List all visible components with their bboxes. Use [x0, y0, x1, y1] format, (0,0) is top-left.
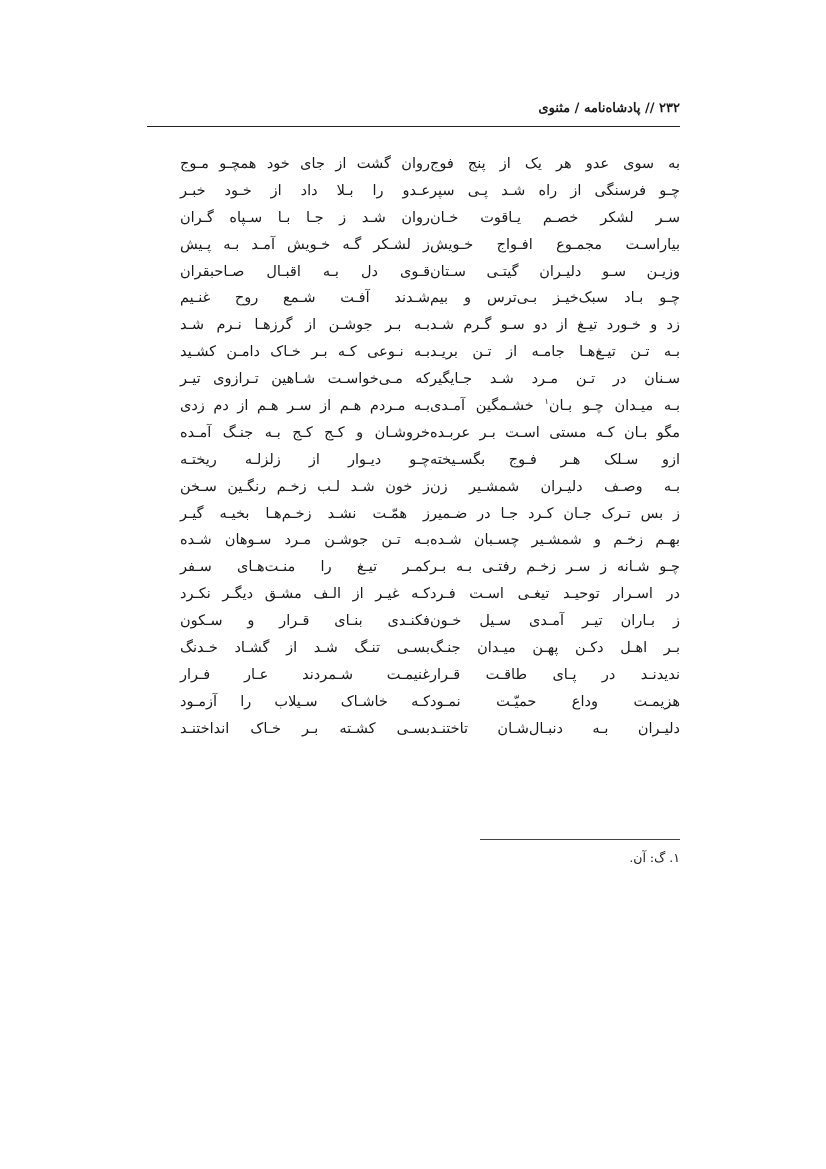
verse-line: بـه بـر جوشـن از گرزهـا نـرم شـد: [180, 317, 430, 334]
header-separator: //: [645, 101, 655, 116]
verse-line: ندیدنـد در پـای طاقـت قـرار: [430, 666, 680, 683]
verse-line: دلیـران بـه دنبـال‌شـان تاختنـد: [430, 720, 680, 737]
verse-line: عـدو را بـلا داد از خـود خبـر: [180, 182, 430, 199]
verse-line: بسـی کشـته بـر خـاک انداختنـد: [180, 720, 430, 737]
verse-line: چـو شـانه ز سـر زخـم رفتـی بـه بـر: [430, 559, 680, 576]
verse-line: چـو دیـوار از زلزلـه ریختـه: [180, 451, 430, 468]
verse-line: شـدند آفـت شـمع روح غنـیم: [180, 290, 430, 307]
verse-line: مگو بـان کـه مستی اسـت بـر عربـده: [430, 424, 680, 441]
footnote-marker: ۱: [544, 397, 549, 407]
page-number: ۲۳۲: [659, 101, 680, 116]
verse-line: ازو سـلک هـر فـوج بگسـیخته: [430, 451, 680, 468]
verse-line: غنیمـت شـمردند عـار فـرار: [180, 666, 430, 683]
left-verse-column: [180, 151, 430, 743]
verse-line: کـه خاشـاک سـیلاب را آزمـود: [180, 693, 430, 710]
verse-line: زد و خـورد تیـغ از دو سـو گـرم شـد: [430, 317, 680, 334]
verse-line: بـه نـوعی کـه بـر خـاک دامـن کشـید: [180, 344, 430, 361]
verse-line: کـه غیـر از الـف مشـق دیگـر نکـرد: [180, 586, 430, 603]
verse-line-part: خشـمگین آمـدی: [430, 398, 534, 415]
verse-line: هزیمـت وداع حمیّـت نمـود: [430, 693, 680, 710]
verse-line: وزیـن سـو دلیـران گیتـی سـتان: [430, 263, 680, 280]
section-title: مثنوی: [538, 101, 571, 116]
footnote-text: گ: آن.: [629, 850, 666, 865]
verse-line: بـر اهـل دکـن پهـن میـدان جنـگ: [430, 640, 680, 657]
verse-line: بـه وصـف دلیـران شمشـیر زن: [430, 478, 680, 495]
verse-line-with-footnote: [430, 393, 680, 420]
verse-line: بـه تـن جوشـن مـرد سـوهان شـده: [180, 532, 430, 549]
verse-line: قـوی دل بـه اقبـال صـاحبقران: [180, 263, 430, 280]
verse-line: چـو بـاد سبک‌خیـز بـی‌ترس و بیم: [430, 290, 680, 307]
verse-line: که مـی‌خواسـت شـاهین تـرازوی تیـر: [180, 371, 430, 388]
verse-line: چـو فرسنگی از راه شـد پـی سپر: [430, 182, 680, 199]
verse-line: روان گشت از جای خود همچـو مـوج: [180, 156, 430, 172]
footnote: [480, 850, 680, 865]
verse-line: سـر لشکر خصـم یـاقوت خـان: [430, 209, 680, 226]
verse-line: فکنـدی بنـای قـرار و سـکون: [180, 613, 430, 630]
verse-line: در اسـرار توحیـد تیغـی اسـت فـرد: [430, 586, 680, 603]
verse-line: بـه مـردم هـم از سـر هـم از دم زدی: [180, 398, 430, 415]
verse-line: خروشـان و کـج کـج بـه جنـگ آمـده: [180, 424, 430, 441]
verse-line: به سوی عدو هر یک از پنج فوج: [430, 156, 680, 172]
verse-line: سـنان در تـن مـرد شـد جـایگیر: [430, 371, 680, 388]
verse-line: ز بس تـرک جـان کـرد جـا در ضـمیر: [430, 505, 680, 522]
verse-line: ز همّـت نشـد زخـم‌هـا بخیـه گیـر: [180, 505, 430, 522]
book-title: پادشاه‌نامه: [583, 101, 641, 116]
verse-line: بـه تـن تیـغ‌هـا جامـه از تـن بریـد: [430, 344, 680, 361]
verse-line: بهـم زخـم و شمشـیر چسـبان شـده: [430, 532, 680, 549]
running-header: [147, 101, 680, 116]
verse-line: ز بـاران تیـر آمـدی سـیل خـون: [430, 613, 680, 630]
verse-line: کمـر تیـغ را منـت‌هـای سـفر: [180, 559, 430, 576]
header-rule: [147, 126, 680, 127]
verse-line: ز خون شـد لـب زخـم رنگـین سـخن: [180, 478, 430, 495]
verse-line: ز لشـکر گـه خـویش آمـد بـه پـیش: [180, 236, 430, 253]
footnote-rule: [480, 839, 680, 840]
verse-line: روان شـد ز جـا بـا سـپاه گـران: [180, 209, 430, 226]
footnote-number: ۱.: [669, 850, 680, 865]
verse-line: بیاراسـت مجمـوع افـواج خـویش: [430, 236, 680, 253]
verse-line-part: بـه میـدان چـو بـان: [548, 398, 680, 415]
right-verse-column: [430, 151, 680, 743]
verse-line: بسـی تنـگ شـد از گشـاد خـدنگ: [180, 640, 430, 657]
header-slash: /: [574, 101, 580, 116]
